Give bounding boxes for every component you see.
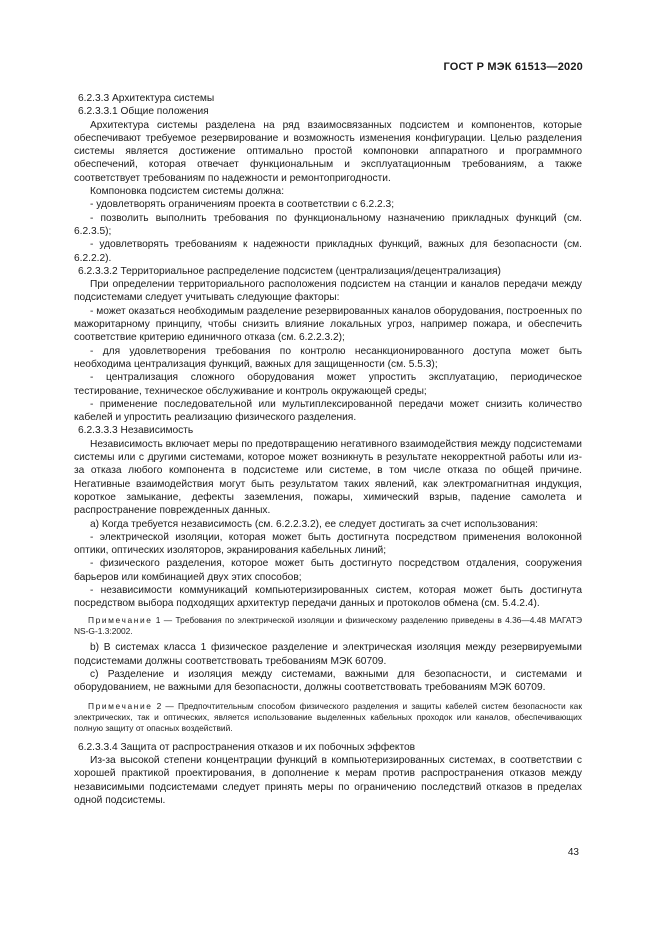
note-label: Примечание (88, 700, 153, 711)
body-paragraph: - применение последовательной или мультиплексированной передачи может снизить количество кабелей и упростить реализацию физического разделения. (74, 398, 582, 424)
note-text: 1 — Требования по электрической изоляции и физическому разделению приведены в 4.36—4.48 МАГАТЭ NS-G-1.3:2002. (74, 614, 582, 636)
note-text: 2 — Предпочтительным способом физического разделения и защиты кабелей систем безопасности как электрических, так и оптических, является использование выделенных кабельных проходок или каналов, обеспечивающих полную защиту от опасных воздействий. (74, 700, 582, 734)
section-heading: 6.2.3.3.2 Территориальное распределение подсистем (централизация/децентрализация) (78, 265, 501, 277)
document-body (74, 92, 582, 807)
section-heading: 6.2.3.3.3 Независимость (78, 425, 194, 437)
body-paragraph: b) В системах класса 1 физическое разделение и электрическая изоляция между резервируемыми подсистемами должны соответствовать требованиям МЭК 60709. (74, 642, 582, 667)
body-paragraph: Компоновка подсистем системы должна: (90, 186, 285, 198)
body-paragraph: a) Когда требуется независимость (см. 6.2.2.3.2), ее следует достигать за счет использования: (90, 518, 539, 530)
body-paragraph: Из-за высокой степени концентрации функций в компьютеризированных системах, в соответствии с хорошей практикой проектирования, в дополнение к мерам против распространения отказов между независимыми подсистемами следует принять меры по ограничению последствий отказов в пределах одной подсистемы. (74, 755, 582, 806)
body-paragraph: - электрической изоляции, которая может быть достигнута посредством применения волоконной оптики, оптических изоляторов, экранирования кабельных линий; (74, 531, 582, 557)
note-paragraph (74, 615, 582, 638)
page-number: 43 (567, 847, 579, 858)
body-paragraph: - централизация сложного оборудования может упростить эксплуатацию, периодическое тестирование, техническое обслуживание и контроль окружающей среды; (74, 372, 582, 397)
section-heading: 6.2.3.3.4 Защита от распространения отказов и их побочных эффектов (78, 741, 416, 753)
body-paragraph: - позволить выполнить требования по функциональному назначению прикладных функций (см. 6.2.3.5); (74, 212, 582, 237)
note-paragraph (74, 701, 582, 735)
body-paragraph: - независимости коммуникаций компьютеризированных систем, которая может быть достигнута посредством выбора подходящих архитектур передачи данных и протоколов обмена (см. 5.4.2.4). (74, 584, 582, 610)
section-heading: 6.2.3.3 Архитектура системы (78, 93, 215, 104)
body-paragraph: - может оказаться необходимым разделение резервированных каналов оборудования, построенных по мажоритарному принципу, чтобы снизить влияние локальных угроз, например пожара, и обеспечить соответствие критерию единичного отказа (см. 6.2.2.3.2); (74, 305, 582, 344)
body-paragraph: c) Разделение и изоляция между системами, важными для безопасности, и системами и оборудованием, не важными для безопасности, должны соответствовать требованиям МЭК 60709. (74, 668, 582, 694)
document-header: ГОСТ Р МЭК 61513—2020 (443, 61, 583, 73)
body-paragraph: Независимость включает меры по предотвращению негативного взаимодействия между подсистемами системы или с другими системами, которое может возникнуть в результате некорректной работы или из-за отказа любого компонента в подсистеме или системе, в том числе отказа по общей причине. Негативные взаимодействия могут быть результатом таких явлений, как электромагнитная индукция, короткое замыкание, дефекты заземления, пожары, химический взрыв, падение самолета и распространение поврежденных данных. (74, 438, 582, 517)
body-paragraph: При определении территориального расположения подсистем на станции и каналов передачи между подсистемами следует учитывать следующие факторы: (74, 279, 582, 304)
note-label: Примечание (88, 614, 153, 625)
body-paragraph: - удовлетворять ограничениям проекта в соответствии с 6.2.2.3; (90, 199, 395, 211)
body-paragraph: Архитектура системы разделена на ряд взаимосвязанных подсистем и компонентов, которые обеспечивают требуемое резервирование и возможность изменения конфигурации. Целью разделения системы является достижение оптимально простой компоновки аппаратного и программного обеспечений, которая отвечает функциональным и эксплуатационным требованиям, а также соответствует требованиям по надежности и ремонтопригодности. (74, 119, 582, 184)
body-paragraph: - удовлетворять требованиям к надежности прикладных функций, важных для безопасности (см. 6.2.2.2). (74, 239, 582, 264)
section-heading: 6.2.3.3.1 Общие положения (78, 106, 209, 118)
body-paragraph: - физического разделения, которое может быть достигнуто посредством отдаления, сооружения барьеров или комбинацией двух этих способов; (74, 558, 582, 583)
body-paragraph: - для удовлетворения требования по контролю несанкционированного доступа может быть необходима централизация функций, важных для защищенности (см. 5.5.3); (74, 345, 582, 370)
